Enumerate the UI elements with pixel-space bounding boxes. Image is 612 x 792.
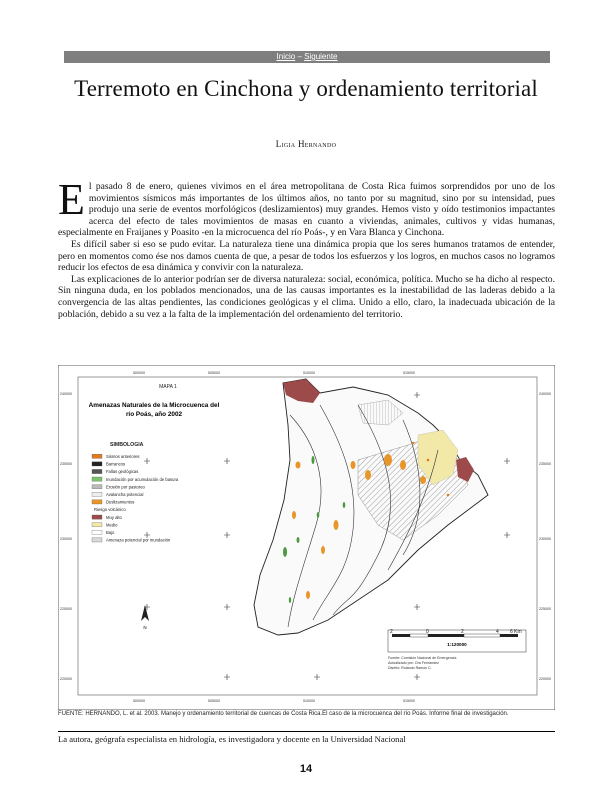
legend-swatch	[92, 515, 102, 519]
legend-item-label: Fallas geológicas	[106, 469, 139, 475]
nav-link-inicio[interactable]: Inicio	[276, 52, 296, 61]
legend-swatch	[92, 523, 102, 527]
legend-item-label: Erosión por pastoreo	[106, 484, 145, 490]
article-body	[58, 175, 555, 320]
coord-left-2: 235000	[60, 462, 72, 466]
author-name: Ligia Hernando	[275, 139, 337, 149]
nav-separator: –	[297, 52, 302, 61]
map-label: MAPA 1	[159, 384, 177, 390]
paragraph-2: Es difícil saber si eso se pudo evitar. La naturaleza tiene una dinámica propia que los seres humanos tratamos de entender, pero en momentos como ése nos damos cuenta de que, a pesar de todos los esfuerzos y los logros, en muchos casos no logramos reducir los efectos de esa dinámica y convivir con la naturaleza.	[58, 238, 555, 274]
author-footnote: La autora, geógrafa especialista en hidrología, es investigadora y docente en la Universidad Nacional	[58, 734, 406, 744]
map-title-line2: río Poás, año 2002	[125, 411, 183, 418]
legend-item-label: Deslizamientos	[106, 499, 135, 505]
coord-right-3: 230000	[539, 537, 551, 541]
coord-left-3: 230000	[60, 537, 72, 541]
nav-link-siguiente[interactable]: Siguiente	[304, 52, 338, 61]
legend-item-label: Amenaza potencial por inundación	[106, 537, 171, 543]
footnote-divider	[58, 731, 555, 732]
legend-swatch	[92, 538, 102, 542]
paragraph-3: Las explicaciones de lo anterior podrían ser de diversa naturaleza: social, económica, política. Mucho se ha dicho al respecto. Sin ninguna duda, en los poblados mencionados, una de las causas importantes es la inestabilidad de las laderas debido a la convergencia de las altas pendientes, las condiciones geológicas y el clima. Unido a ello, claro, la inadecuada ubicación de la población, debido a su vez a la falta de la implementación del ordenamiento del territorio.	[58, 273, 555, 320]
map-title-line1: Amenazas Naturales de la Microcuenca del	[88, 402, 220, 409]
coord-top-3: 510000	[303, 371, 315, 375]
legend-item-label: Inundación por acumulación de basura	[106, 476, 179, 482]
legend-swatch	[92, 462, 102, 466]
scale-tick-2: 0	[426, 629, 429, 635]
coord-right-2: 235000	[539, 462, 551, 466]
coord-top-4: 515000	[403, 371, 415, 375]
svg-text:N: N	[143, 625, 147, 630]
coord-right-4: 225000	[539, 607, 551, 611]
coord-left-1: 240000	[60, 392, 72, 396]
coord-right-5: 220000	[539, 677, 551, 681]
coord-bottom-1: 500000	[133, 699, 145, 703]
svg-text:Fuente: Comisión Nacional de E: Fuente: Comisión Nacional de Emergencia	[388, 656, 457, 660]
legend-swatch	[92, 530, 102, 534]
legend-item-label: Avalancha potencial	[106, 492, 144, 497]
paragraph-1: El pasado 8 de enero, quienes vivimos en el área metropolitana de Costa Rica fuimos sorprendidos por uno de los movimientos sísmicos más importantes de los últimos años, no tanto por su magnitud, sino por su intensidad, pues produjo una serie de eventos morfológicos (deslizamientos) muy grandes. Hemos visto y oído testimonios impactantes acerca del efecto de tales movimientos de masas en cuanto a viviendas, animales, cultivos y vidas humanas, especialmente en Fraijanes y Poasito -en la microcuenca del río Poás-, y en Vara Blanca y Cinchona.	[58, 175, 555, 239]
scale-tick-5: 6 Km	[510, 629, 522, 635]
legend-swatch	[92, 469, 102, 473]
legend-swatch	[92, 485, 102, 489]
scale-ratio: 1:120000	[447, 642, 467, 647]
legend-swatch	[92, 454, 102, 458]
coord-bottom-4: 515000	[403, 699, 415, 703]
hazard-map	[58, 365, 555, 710]
svg-text:Actualizado por: Ora Fernández: Actualizado por: Ora Fernández	[388, 661, 439, 665]
svg-text:Diseño: Rolando Ramos C.: Diseño: Rolando Ramos C.	[388, 666, 432, 670]
legend-item-label: Medio	[106, 522, 118, 528]
legend-item-label: Muy alto	[106, 514, 122, 520]
legend-title: SIMBOLOGIA	[110, 442, 144, 448]
coord-left-5: 220000	[60, 677, 72, 681]
scale-bar	[388, 629, 526, 652]
coord-top-2: 505000	[208, 371, 220, 375]
coord-top-1: 500000	[133, 371, 145, 375]
scale-tick-1: 2	[390, 629, 393, 635]
scale-tick-4: 4	[496, 629, 499, 635]
map-caption: FUENTE: HERNANDO, L. et al. 2003. Manejo y ordenamiento territorial de cuencas de Costa Rica.El caso de la microcuenca del río Poás. Informe final de investigación.	[58, 711, 509, 717]
coord-bottom-3: 510000	[303, 699, 315, 703]
coord-right-1: 240000	[539, 392, 551, 396]
legend-item-label: Bajo	[106, 530, 115, 535]
legend-swatch	[92, 477, 102, 481]
coord-bottom-2: 505000	[208, 699, 220, 703]
legend-item-label: Barrancos	[106, 461, 126, 467]
scale-tick-3: 2	[461, 629, 464, 635]
legend-swatch	[92, 500, 102, 504]
article-title: Terremoto en Cinchona y ordenamiento territorial	[74, 76, 538, 101]
legend-item-label: Sismos anteriores	[106, 454, 140, 459]
drop-cap: E	[58, 175, 85, 224]
legend-swatch	[92, 492, 102, 496]
top-navigation-bar	[64, 51, 550, 63]
page-number: 14	[299, 763, 313, 775]
legend-item-label: Riesgo volcánico	[94, 507, 126, 513]
coord-left-4: 225000	[60, 607, 72, 611]
